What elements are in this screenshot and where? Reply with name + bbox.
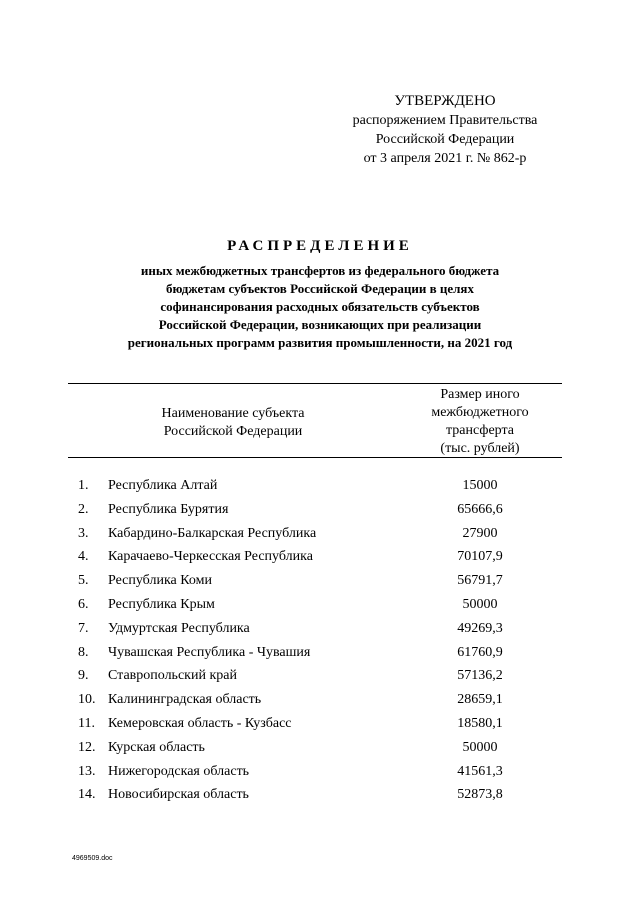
table-row: [0, 762, 640, 786]
row-number: 5.: [78, 573, 89, 589]
table-row: [0, 476, 640, 500]
approval-line: распоряжением Правительства: [352, 113, 538, 128]
subtitle-line: иных межбюджетных трансфертов из федерального бюджета: [140, 263, 500, 278]
document-title: РАСПРЕДЕЛЕНИЕ: [227, 238, 413, 254]
table-row: [0, 643, 640, 667]
transfer-amount: 15000: [462, 478, 498, 493]
transfer-amount: 61760,9: [457, 644, 503, 660]
table-row: [0, 524, 640, 548]
subject-name: Чувашская Республика - Чувашия: [108, 644, 311, 660]
subject-name: Республика Алтай: [108, 478, 218, 493]
table-row: [0, 500, 640, 524]
column-header-line: Российской Федерации: [163, 424, 303, 439]
transfer-amount: 28659,1: [457, 692, 503, 708]
table-top-rule: [68, 383, 562, 384]
subtitle-line: Российской Федерации, возникающих при реализации: [158, 317, 482, 332]
subject-name: Курская область: [108, 739, 205, 755]
transfer-amount: 57136,2: [457, 668, 503, 684]
transfer-amount: 65666,6: [457, 501, 503, 517]
transfer-amount: 50000: [462, 596, 498, 612]
transfer-amount: 27900: [462, 525, 498, 541]
table-row: [0, 571, 640, 595]
subject-name: Карачаево-Черкесская Республика: [108, 549, 313, 565]
approval-heading: УТВЕРЖДЕНО: [394, 93, 496, 109]
transfer-amount: 56791,7: [457, 573, 503, 589]
row-number: 7.: [78, 620, 89, 636]
row-number: 9.: [78, 668, 89, 684]
column-header-subject: [108, 405, 358, 441]
table-row: [0, 595, 640, 619]
column-header-line: Размер иного: [440, 387, 520, 402]
row-number: 13.: [78, 763, 96, 779]
transfer-amount: 70107,9: [457, 549, 503, 565]
document-subtitle: [80, 262, 560, 352]
table-row: [0, 619, 640, 643]
transfer-amount: 18580,1: [457, 715, 503, 731]
row-number: 4.: [78, 549, 89, 565]
column-header-line: Наименование субъекта: [161, 406, 305, 421]
table-body: [0, 476, 640, 809]
subject-name: Кабардино-Балкарская Республика: [108, 525, 317, 541]
subject-name: Удмуртская Республика: [108, 620, 250, 636]
subject-name: Нижегородская область: [108, 763, 250, 779]
table-row: [0, 714, 640, 738]
subtitle-line: региональных программ развития промышленности, на 2021 год: [127, 335, 513, 350]
table-row: [0, 738, 640, 762]
transfer-amount: 41561,3: [457, 763, 503, 779]
row-number: 8.: [78, 644, 89, 660]
subtitle-line: бюджетам субъектов Российской Федерации в целях: [166, 281, 474, 296]
table-row: [0, 547, 640, 571]
subject-name: Республика Крым: [108, 596, 215, 612]
row-number: 11.: [78, 715, 95, 731]
row-number: 3.: [78, 525, 89, 541]
approval-line: Российской Федерации: [375, 132, 515, 147]
column-header-line: межбюджетного: [431, 405, 529, 420]
transfer-amount: 52873,8: [457, 787, 503, 803]
subject-name: Республика Бурятия: [108, 501, 229, 517]
subject-name: Новосибирская область: [108, 787, 249, 803]
subject-name: Республика Коми: [108, 573, 212, 589]
table-row: [0, 690, 640, 714]
row-number: 10.: [78, 692, 96, 708]
column-header-line: трансферта: [446, 423, 514, 438]
table-header-rule: [68, 457, 562, 458]
file-reference: 4969509.doc: [72, 855, 113, 862]
row-number: 6.: [78, 596, 89, 612]
subject-name: Ставропольский край: [108, 668, 237, 684]
approval-stamp: [330, 92, 560, 168]
subtitle-line: софинансирования расходных обязательств субъектов: [160, 299, 480, 314]
approval-date: от 3 апреля 2021 г. № 862-р: [363, 151, 527, 166]
subject-name: Кемеровская область - Кузбасс: [108, 715, 292, 731]
transfer-amount: 50000: [462, 739, 498, 755]
row-number: 2.: [78, 501, 89, 517]
subject-name: Калининградская область: [108, 692, 262, 708]
row-number: 1.: [78, 478, 89, 493]
row-number: 12.: [78, 739, 96, 755]
column-header-line: (тыс. рублей): [440, 441, 520, 456]
row-number: 14.: [78, 787, 96, 803]
column-header-amount: [405, 386, 555, 458]
transfer-amount: 49269,3: [457, 620, 503, 636]
table-row: [0, 785, 640, 809]
table-row: [0, 666, 640, 690]
